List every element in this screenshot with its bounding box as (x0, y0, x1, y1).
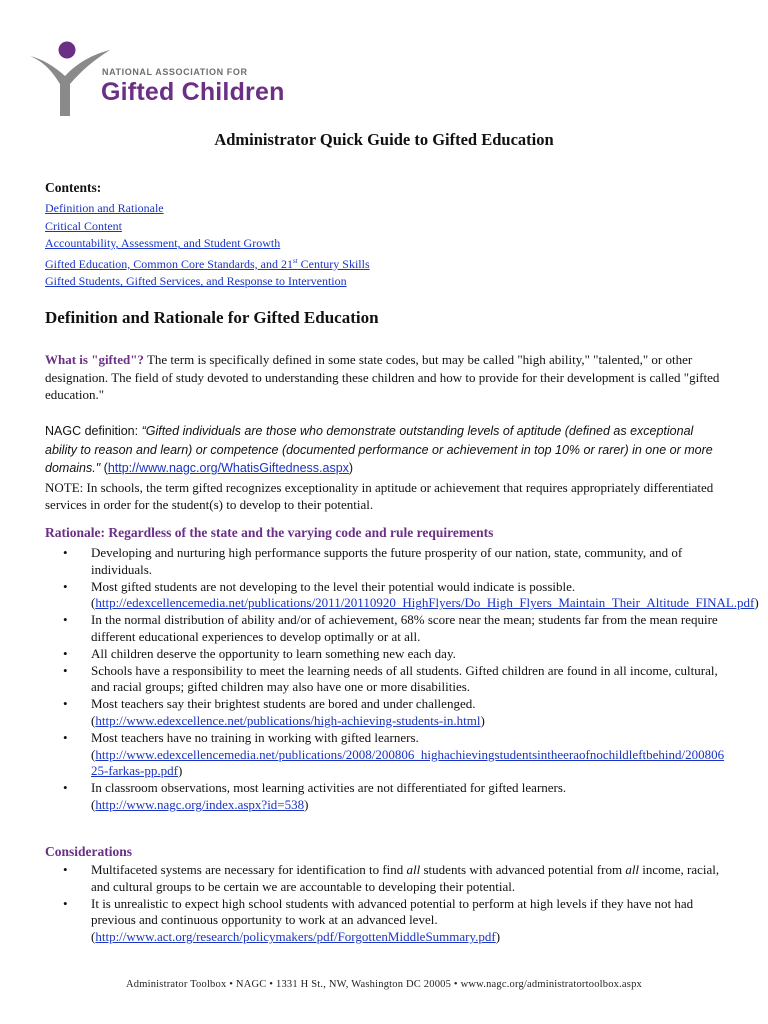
list-item: • In classroom observations, most learning activities are not differentiated for gifted learners. (http://www.nagc.org/index.aspx?id=538) (45, 780, 725, 814)
rationale-list (45, 545, 759, 814)
list-item-text: Developing and nurturing high performance supports the future prosperity of our nation, state, community, and of individuals. (91, 545, 683, 577)
nagc-definition-link[interactable]: http://www.nagc.org/WhatisGiftedness.aspx (107, 461, 349, 475)
section-title: Definition and Rationale for Gifted Education (45, 308, 379, 327)
list-item (45, 862, 725, 896)
forgotten-middle-link[interactable]: http://www.act.org/research/policymakers/pdf/ForgottenMiddleSummary.pdf (95, 929, 496, 945)
high-flyers-link[interactable]: http://edexcellencemedia.net/publications/2011/20110920_HighFlyers/Do_High_Flyers_Maintain_Their_Altitude_FINAL.pdf (95, 595, 755, 611)
what-is-gifted-label: What is "gifted"? (45, 352, 144, 367)
rationale-heading: Rationale: Regardless of the state and the varying code and rule requirements (45, 525, 494, 540)
list-item: • Most gifted students are not developing to the level their potential would indicate is possible. (http://edexcellencemedia.net/publications/2011/20110920_HighFlyers/Do_High_Flyers_Maintain_Their_Altitude_FINAL.pdf) (45, 579, 725, 613)
list-item (45, 646, 725, 663)
list-item (45, 663, 725, 697)
note-paragraph: NOTE: In schools, the term gifted recognizes exceptionality in aptitude or achievement that requires appropriately differentiated services in order for the student(s) to develop to their potential. (45, 480, 714, 512)
nagc-index-link[interactable]: http://www.nagc.org/index.aspx?id=538 (95, 796, 305, 812)
toc-link-definition[interactable]: Definition and Rationale (45, 201, 164, 215)
high-achieving-link[interactable]: http://www.edexcellence.net/publications/high-achieving-students-in.html (95, 712, 481, 728)
list-item-text: Most teachers say their brightest students are bored and under challenged. (91, 696, 476, 712)
list-item: • Most teachers say their brightest students are bored and under challenged. (http://www.edexcellence.net/publications/high-achieving-students-in.html) (45, 696, 725, 730)
what-is-gifted-text: The term is specifically defined in some state codes, but may be called "high ability," "talented," or other designation. The field of study devoted to understanding these children and how to provide for their development is called "gifted education." (45, 352, 720, 402)
toc-link-accountability[interactable]: Accountability, Assessment, and Student Growth (45, 236, 281, 251)
list-item-text: All children deserve the opportunity to learn something new each day. (91, 645, 456, 661)
toc-link-sup: st (292, 256, 298, 265)
toc-link-common-core-text: Gifted Education, Common Core Standards, and 21 (45, 256, 293, 271)
list-item-text: Schools have a responsibility to meet the learning needs of all students. Gifted children are found in all income, cultural, and racial groups; gifted children may also have one or more disabilities. (91, 662, 718, 695)
list-item (45, 545, 725, 579)
toc-link-common-core[interactable] (45, 253, 370, 274)
logo-name: Gifted Children (101, 78, 285, 106)
considerations-list (45, 862, 725, 946)
list-item-text: In classroom observations, most learning activities are not differentiated for gifted learners. (91, 780, 567, 796)
what-is-gifted-paragraph (45, 351, 725, 404)
nagc-definition-close: ) (348, 461, 354, 475)
emphasis: all (406, 862, 421, 877)
list-item-text: Most teachers have no training in working with gifted learners. (91, 729, 419, 745)
farkas-link[interactable]: http://www.edexcellencemedia.net/publications/2008/200806_highachievingstudentsintheeraofnochildleftbehind/20080625-farkas-pp.pdf (91, 746, 725, 779)
list-item (45, 612, 725, 646)
list-item: • Most teachers have no training in working with gifted learners. (http://www.edexcellencemedia.net/publications/2008/200806_highachievingstudentsintheeraofnochildleftbehind/20080625-farkas-pp.pdf) (45, 730, 725, 780)
nagc-definition-quote: “Gifted individuals are those who demonstrate outstanding levels of aptitude (defined as exceptional ability to reason and learn) or competence (documented performance or achievement in top 10% or rarer) in one or more domains." (45, 424, 713, 475)
emphasis: all (625, 862, 640, 877)
nagc-definition-label: NAGC definition: (45, 424, 142, 438)
list-item-text: Most gifted students are not developing to the level their potential would indicate is possible. (91, 578, 576, 594)
list-item-text: In the normal distribution of ability and/or of achievement, 68% score near the mean; students far from the mean require different educational experiences to develop optimally or at all. (91, 612, 718, 644)
contents-heading: Contents: (45, 180, 102, 195)
logo-org-line: NATIONAL ASSOCIATION FOR (102, 67, 248, 77)
toc-link-critical-content[interactable]: Critical Content (45, 218, 122, 233)
list-item-text: Multifaceted systems are necessary for identification to find (91, 862, 407, 877)
table-of-contents (45, 180, 370, 291)
toc-link-common-core-tail: Century Skills (297, 256, 370, 271)
page-footer: Administrator Toolbox • NAGC • 1331 H St., NW, Washington DC 20005 • www.nagc.org/administratortoolbox.aspx (126, 979, 642, 990)
considerations-heading: Considerations (45, 844, 133, 859)
list-item-text: income, racial, and cultural groups to be certain we are accountable to developing their potential. (91, 862, 720, 894)
nagc-definition-open: ( (100, 461, 108, 475)
list-item-text: It is unrealistic to expect high school students with advanced potential to perform at high levels if they have not had previous and continuous opportunity to work at an advanced level. (91, 895, 694, 928)
page-title: Administrator Quick Guide to Gifted Education (214, 130, 554, 149)
toc-link-rti[interactable]: Gifted Students, Gifted Services, and Response to Intervention (45, 274, 347, 289)
nagc-definition-paragraph (45, 422, 725, 478)
list-item: • It is unrealistic to expect high school students with advanced potential to perform at high levels if they have not had previous and continuous opportunity to work at an advanced level. (http://www.act.org/research/policymakers/pdf/ForgottenMiddleSummary.pdf) (45, 896, 725, 946)
list-item-text: students with advanced potential from (420, 862, 626, 877)
